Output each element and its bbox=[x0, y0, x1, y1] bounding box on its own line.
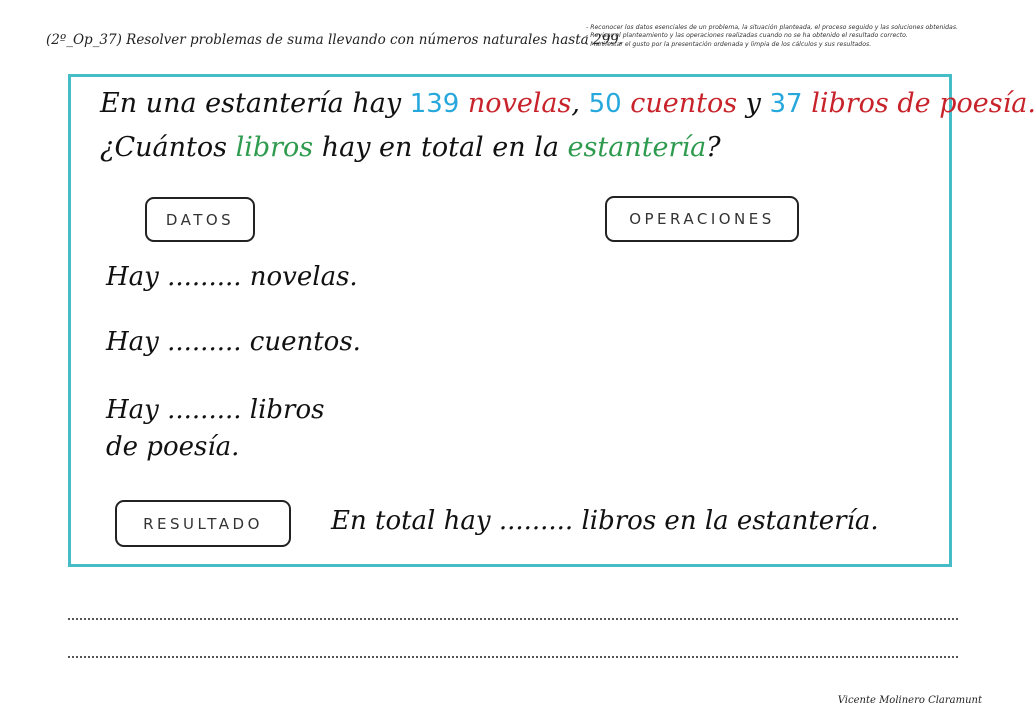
data-line-novelas[interactable]: Hay ......... novelas. bbox=[106, 262, 358, 292]
number-novelas: 139 bbox=[409, 89, 460, 119]
operaciones-label-box: OPERACIONES bbox=[605, 196, 799, 242]
resultado-label-box: RESULTADO bbox=[115, 500, 291, 547]
separator: , bbox=[571, 88, 589, 119]
number-poesia: 37 bbox=[769, 89, 803, 119]
data-line-poesia-continued: de poesía. bbox=[106, 432, 240, 462]
objective-item: - Manifestar el gusto por la presentación ordenada y limpia de los cálculos y sus resultados. bbox=[586, 40, 872, 48]
data-line-poesia[interactable]: Hay ......... libros bbox=[106, 395, 325, 425]
number-cuentos: 50 bbox=[588, 89, 622, 119]
separator: y bbox=[737, 88, 770, 119]
objective-item: - Revisar el planteamiento y las operaciones realizadas cuando no se ha obtenido el resultado correcto. bbox=[586, 32, 908, 40]
problem-question-line bbox=[100, 132, 960, 163]
objectives-list bbox=[586, 24, 996, 49]
problem-text: En una estantería hay bbox=[100, 88, 410, 119]
answer-dotted-line[interactable] bbox=[68, 618, 958, 620]
question-text: hay en total en la bbox=[313, 132, 568, 163]
period: . bbox=[1027, 88, 1036, 119]
word-libros-de-poesia: libros de poesía bbox=[811, 88, 1028, 119]
answer-dotted-line[interactable] bbox=[68, 656, 958, 658]
objective-item: - Reconocer los datos esenciales de un problema, la situación planteada, el proceso seguido y las soluciones obtenidas. bbox=[586, 24, 959, 31]
word-libros: libros bbox=[235, 132, 314, 163]
word-estanteria: estantería bbox=[567, 132, 707, 163]
question-mark: ? bbox=[706, 132, 721, 163]
author-credit: Vicente Molinero Claramunt bbox=[837, 695, 982, 706]
data-line-cuentos[interactable]: Hay ......... cuentos. bbox=[106, 327, 361, 357]
word-cuentos: cuentos bbox=[630, 88, 738, 119]
problem-statement-line-1 bbox=[100, 88, 1036, 119]
datos-label-box: DATOS bbox=[145, 197, 255, 242]
worksheet-title: (2º_Op_37) Resolver problemas de suma llevando con números naturales hasta 299. bbox=[46, 32, 624, 48]
question-text: ¿Cuántos bbox=[100, 132, 236, 163]
word-novelas: novelas bbox=[467, 88, 572, 119]
result-sentence[interactable]: En total hay ......... libros en la estantería. bbox=[331, 506, 879, 536]
